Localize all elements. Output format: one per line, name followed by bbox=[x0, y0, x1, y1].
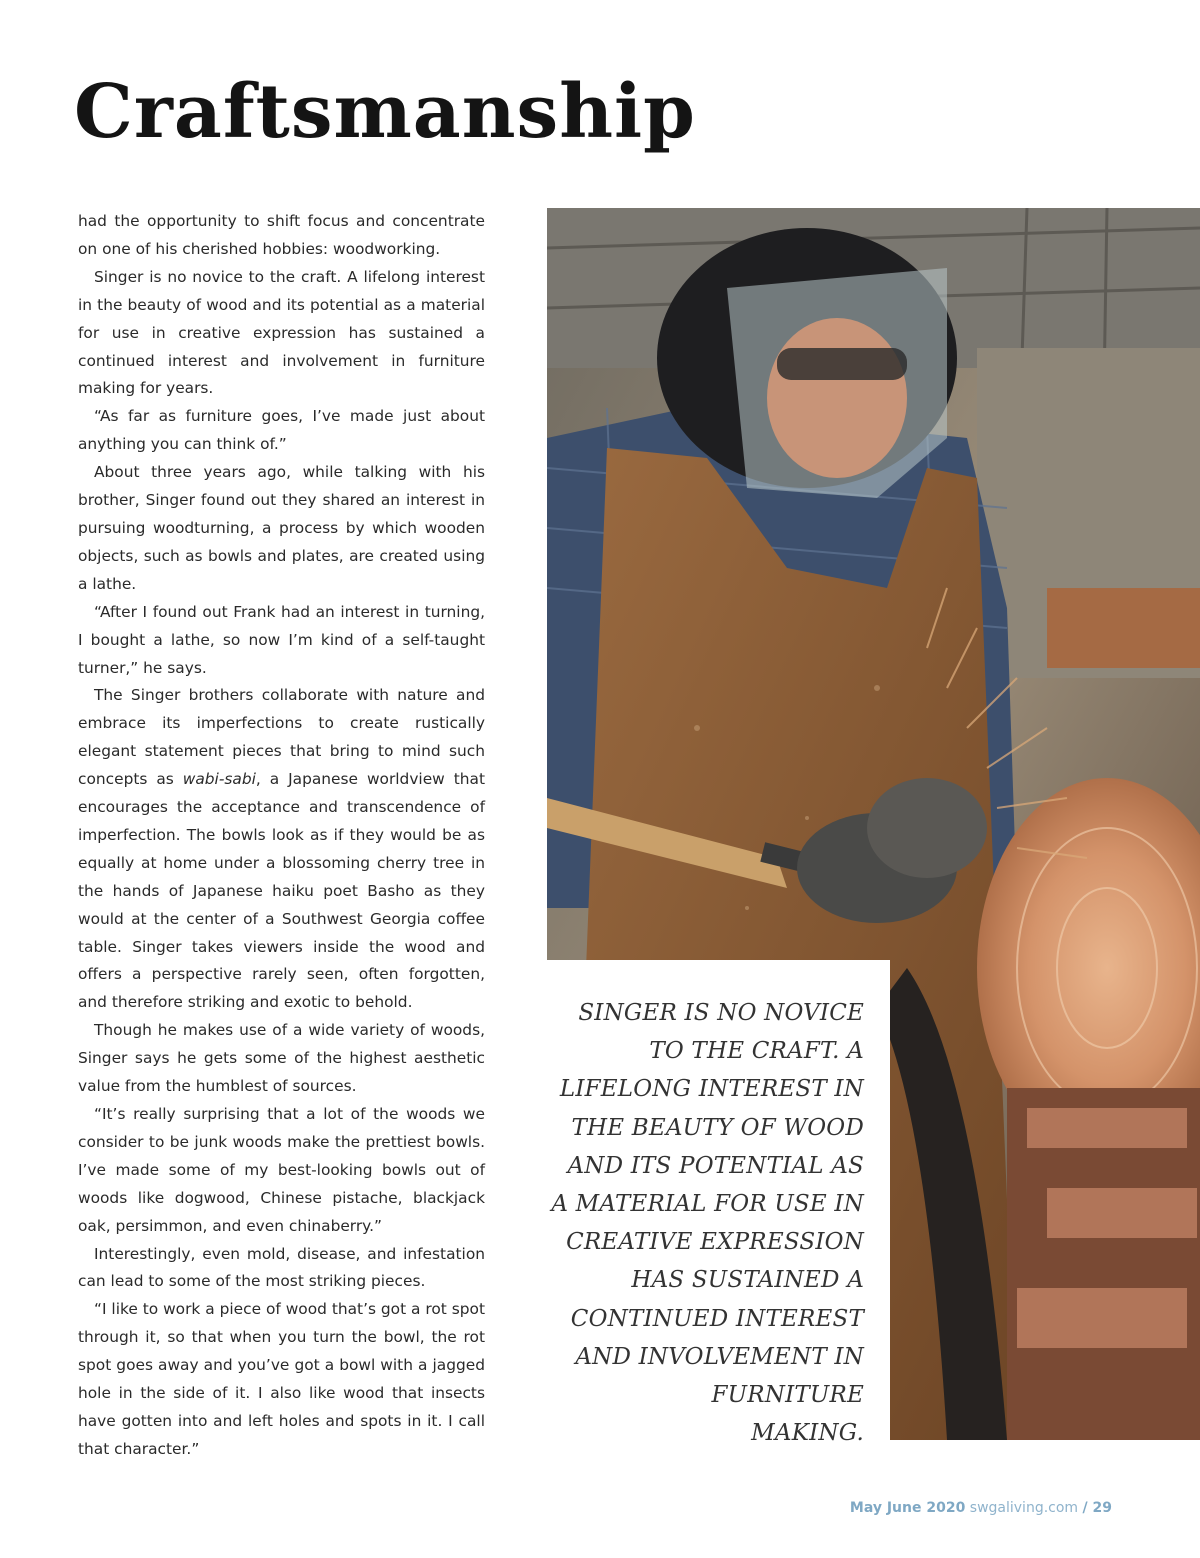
paragraph: “It’s really surprising that a lot of the woods we consider to be junk woods make the prettiest bowls. I’ve made some of my best-looking bowls out of woods like dogwood, Chinese pistache, blackjack oak, persimmon, and even chinaberry.” bbox=[78, 1105, 485, 1235]
paragraph: About three years ago, while talking with his brother, Singer found out they shared an interest in pursuing woodturning, a process by which wooden objects, such as bowls and plates, are created using a lathe. bbox=[78, 463, 485, 593]
italic-term: wabi-sabi bbox=[182, 770, 256, 789]
paragraph-text: , a Japanese worldview that encourages the acceptance and transcendence of imperfection. The bowls look as if they would be as equally at home under a blossoming cherry tree in the hands of Japanese haiku poet Basho as they would at the center of a Southwest Georgia coffee table. Singer takes viewers inside the wood and offers a perspective rarely seen, often forgotten, and therefore striking and exotic to behold. bbox=[78, 770, 485, 1012]
paragraph: Singer is no novice to the craft. A lifelong interest in the beauty of wood and its potential as a material for use in creative expression has sustained a continued interest and involvement in furniture making for years. bbox=[78, 267, 485, 398]
website-link[interactable]: swgaliving.com bbox=[969, 1500, 1079, 1516]
paragraph: “I like to work a piece of wood that’s got a rot spot through it, so that when you turn the bowl, the rot spot goes away and you’ve got a bowl with a jagged hole in the side of it. I also like wood that insects have gotten into and left holes and spots in it. I call that character.” bbox=[78, 1300, 485, 1458]
article-body bbox=[78, 208, 485, 1464]
paragraph: “After I found out Frank had an interest in turning, I bought a lathe, so now I’m kind of a self-taught turner,” he says. bbox=[78, 602, 485, 677]
page-number: / 29 bbox=[1082, 1500, 1112, 1516]
page-footer bbox=[850, 1500, 1112, 1516]
paragraph: “As far as furniture goes, I’ve made just about anything you can think of.” bbox=[78, 407, 485, 454]
paragraph: Though he makes use of a wide variety of woods, Singer says he gets some of the highest aesthetic value from the humblest of sources. bbox=[78, 1021, 485, 1096]
pull-quote: SINGER IS NO NOVICE TO THE CRAFT. A LIFELONG INTEREST IN THE BEAUTY OF WOOD AND ITS POTENTIAL AS A MATERIAL FOR USE IN CREATIVE EXPRESSION HAS SUSTAINED A CONTINUED INTEREST AND INVOLVEMENT IN FURNITURE MAKING. bbox=[551, 1000, 864, 1447]
page-title: Craftsmanship bbox=[74, 69, 696, 155]
paragraph bbox=[78, 682, 485, 1017]
paragraph-text: The Singer brothers collaborate with nature and embrace its imperfections to create rustically elegant statement pieces that bring to mind such concepts as bbox=[78, 686, 485, 789]
paragraph: had the opportunity to shift focus and concentrate on one of his cherished hobbies: woodworking. bbox=[78, 212, 485, 258]
issue-date: May June 2020 bbox=[849, 1500, 966, 1516]
pull-quote-box bbox=[530, 960, 890, 1458]
paragraph: Interestingly, even mold, disease, and infestation can lead to some of the most striking pieces. bbox=[78, 1244, 485, 1291]
